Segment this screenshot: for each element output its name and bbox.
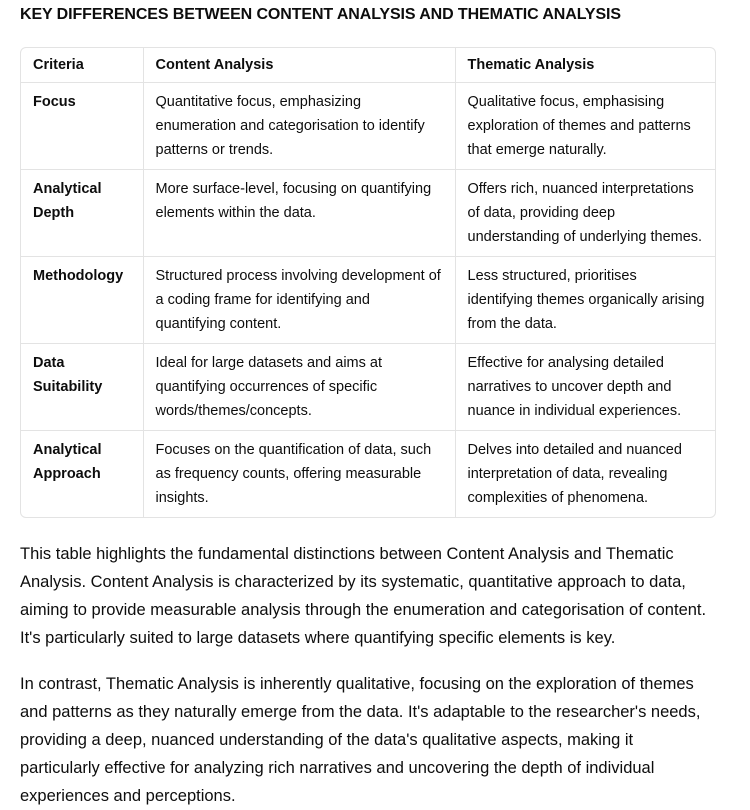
table-row: [21, 83, 716, 170]
row-content-cell: Quantitative focus, emphasizing enumeration and categorisation to identify patterns or trends.: [143, 83, 455, 170]
column-header-content-analysis: Content Analysis: [143, 48, 455, 83]
summary-paragraph: This table highlights the fundamental distinctions between Content Analysis and Thematic Analysis. Content Analysis is characterized by its systematic, quantitative approach to data, aiming to provide measurable analysis through the enumeration and categorisation of content. It's particularly suited to large datasets where quantifying specific elements is key.: [20, 545, 707, 647]
column-header-criteria: Criteria: [21, 48, 143, 83]
row-thematic-cell: Delves into detailed and nuanced interpretation of data, revealing complexities of phenomena.: [467, 442, 682, 506]
page-title: KEY DIFFERENCES BETWEEN CONTENT ANALYSIS AND THEMATIC ANALYSIS: [20, 6, 621, 23]
row-content-cell: Structured process involving development of a coding frame for identifying and quantifying content.: [143, 257, 455, 344]
row-thematic-cell: Less structured, prioritises identifying themes organically arising from the data.: [455, 257, 716, 344]
table-row: [21, 431, 716, 518]
row-content-cell: Ideal for large datasets and aims at quantifying occurrences of specific words/themes/concepts.: [143, 344, 455, 431]
row-criteria-cell: Methodology: [21, 257, 143, 344]
row-criteria-cell: Data Suitability: [21, 344, 143, 431]
table-row: [21, 170, 716, 257]
contrast-paragraph: In contrast, Thematic Analysis is inherently qualitative, focusing on the exploration of themes and patterns as they naturally emerge from the data. It's adaptable to the researcher's needs, providing a deep, nuanced understanding of the data's qualitative aspects, making it particularly effective for analyzing rich narratives and uncovering the depth of individual experiences and perceptions.: [20, 675, 701, 805]
column-header-thematic-analysis: Thematic Analysis: [455, 48, 716, 83]
table-row: [21, 344, 716, 431]
comparison-table: [21, 48, 716, 517]
row-thematic-cell: Effective for analysing detailed narratives to uncover depth and nuance in individual experiences.: [455, 344, 716, 431]
table-header-row: [21, 48, 716, 83]
document: [20, 0, 716, 810]
row-criteria-cell: Analytical Depth: [21, 170, 143, 257]
row-content-cell: More surface-level, focusing on quantifying elements within the data.: [143, 170, 455, 257]
row-criteria-cell: Analytical Approach: [21, 431, 143, 518]
row-content-cell: Focuses on the quantification of data, such as frequency counts, offering measurable insights.: [143, 431, 455, 518]
row-criteria-cell: Focus: [21, 83, 143, 170]
row-thematic-cell: Qualitative focus, emphasising exploration of themes and patterns that emerge naturally.: [455, 83, 716, 170]
row-thematic-cell: Offers rich, nuanced interpretations of data, providing deep understanding of underlying themes.: [455, 170, 716, 257]
comparison-table-wrapper: [20, 47, 716, 518]
table-row: [21, 257, 716, 344]
